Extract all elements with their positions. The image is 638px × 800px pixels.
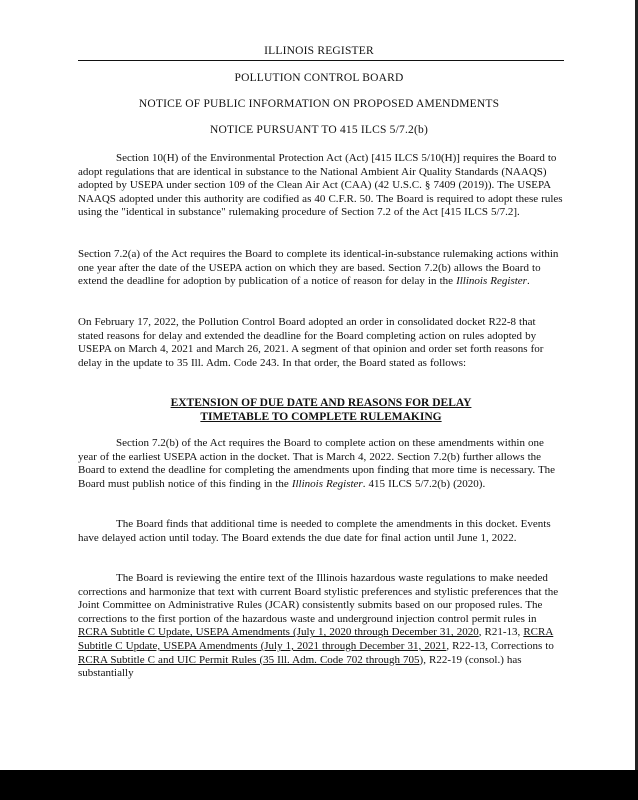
header-rule (78, 60, 564, 61)
section-heading-2: TIMETABLE TO COMPLETE RULEMAKING (200, 411, 442, 423)
citation-r22-13: RCRA Subtitle C Update, USEPA Amendments (July 1, 2021 through December 31, 2021 (78, 626, 554, 652)
paragraph-2: Section 7.2(a) of the Act requires the Board to complete its identical-in-substance rulemaking actions within one year after the date of the USEPA action on which they are based. Section 7.2(b) allows the Board to extend the deadline for adoption by publication of a notice of reason for delay in the Illinois Register. (78, 248, 559, 288)
notice-subtitle: NOTICE PURSUANT TO 415 ILCS 5/7.2(b) (209, 124, 429, 136)
paragraph-6: The Board is reviewing the entire text of the Illinois hazardous waste regulations to make needed corrections and harmonize that text with current Board stylistic preferences and stylistic preferences that the Joint Committee on Administrative Rules (JCAR) consistently submits based on our proposed rules. The corrections to the first portion of the hazardous waste and underground injection control permit rules in RCRA Subtitle C Update, USEPA Amendments (July 1, 2020 through December 31, 2020, R21-13, RCRA Subtitle C Update, USEPA Amendments (July 1, 2021 through December 31, 2021, R22-13, Corrections to RCRA Subtitle C and UIC Permit Rules (35 Ill. Adm. Code 702 through 705), R22-19 (consol.) has substantially (78, 572, 559, 680)
scan-bottom-bar (0, 770, 638, 800)
citation-r22-19: RCRA Subtitle C and UIC Permit Rules (35 Ill. Adm. Code 702 through 705 (78, 653, 420, 666)
citation-r21-13: RCRA Subtitle C Update, USEPA Amendments (July 1, 2020 through December 31, 2020 (78, 626, 479, 639)
paragraph-5: The Board finds that additional time is needed to complete the amendments in this docket. Events have delayed action until today. The Board extends the due date for final action until June 1, 2022. (78, 518, 551, 544)
agency-name: POLLUTION CONTROL BOARD (234, 72, 404, 84)
section-heading-1: EXTENSION OF DUE DATE AND REASONS FOR DELAY (170, 397, 472, 409)
paragraph-3: On February 17, 2022, the Pollution Control Board adopted an order in consolidated docket R22-8 that stated reasons for delay and extended the deadline for the Board completing action on rules adopted by USEPA on March 4, 2021 and March 26, 2021. A segment of that opinion and order set forth reasons for delay in the update to 35 Ill. Adm. Code 243. In that order, the Board stated as follows: (78, 316, 544, 369)
paragraph-4: Section 7.2(b) of the Act requires the Board to complete action on these amendments within one year of the earliest USEPA action in the docket. That is March 4, 2022. Section 7.2(b) further allows the Board to extend the deadline for completing the amendments upon finding that more time is necessary. The Board must publish notice of this finding in the Illinois Register. 415 ILCS 5/7.2(b) (2020). (78, 437, 556, 490)
italic-register-2: Illinois Register (291, 477, 363, 490)
running-head: ILLINOIS REGISTER (264, 45, 374, 57)
italic-register: Illinois Register (456, 275, 527, 288)
paragraph-1: Section 10(H) of the Environmental Protection Act (Act) [415 ILCS 5/10(H)] requires the Board to adopt regulations that are identical in substance to the National Ambient Air Quality Standards (NAAQS) adopted by USEPA under section 109 of the Clean Air Act (CAA) (42 U.S.C. § 7409 (2019)). The USEPA NAAQS adopted under this authority are codified as 40 C.F.R. 50. The Board is required to adopt these rules using the "identical in substance" rulemaking procedure of Section 7.2 of the Act [415 ILCS 5/7.2]. (78, 152, 563, 219)
notice-title: NOTICE OF PUBLIC INFORMATION ON PROPOSED AMENDMENTS (138, 98, 500, 110)
